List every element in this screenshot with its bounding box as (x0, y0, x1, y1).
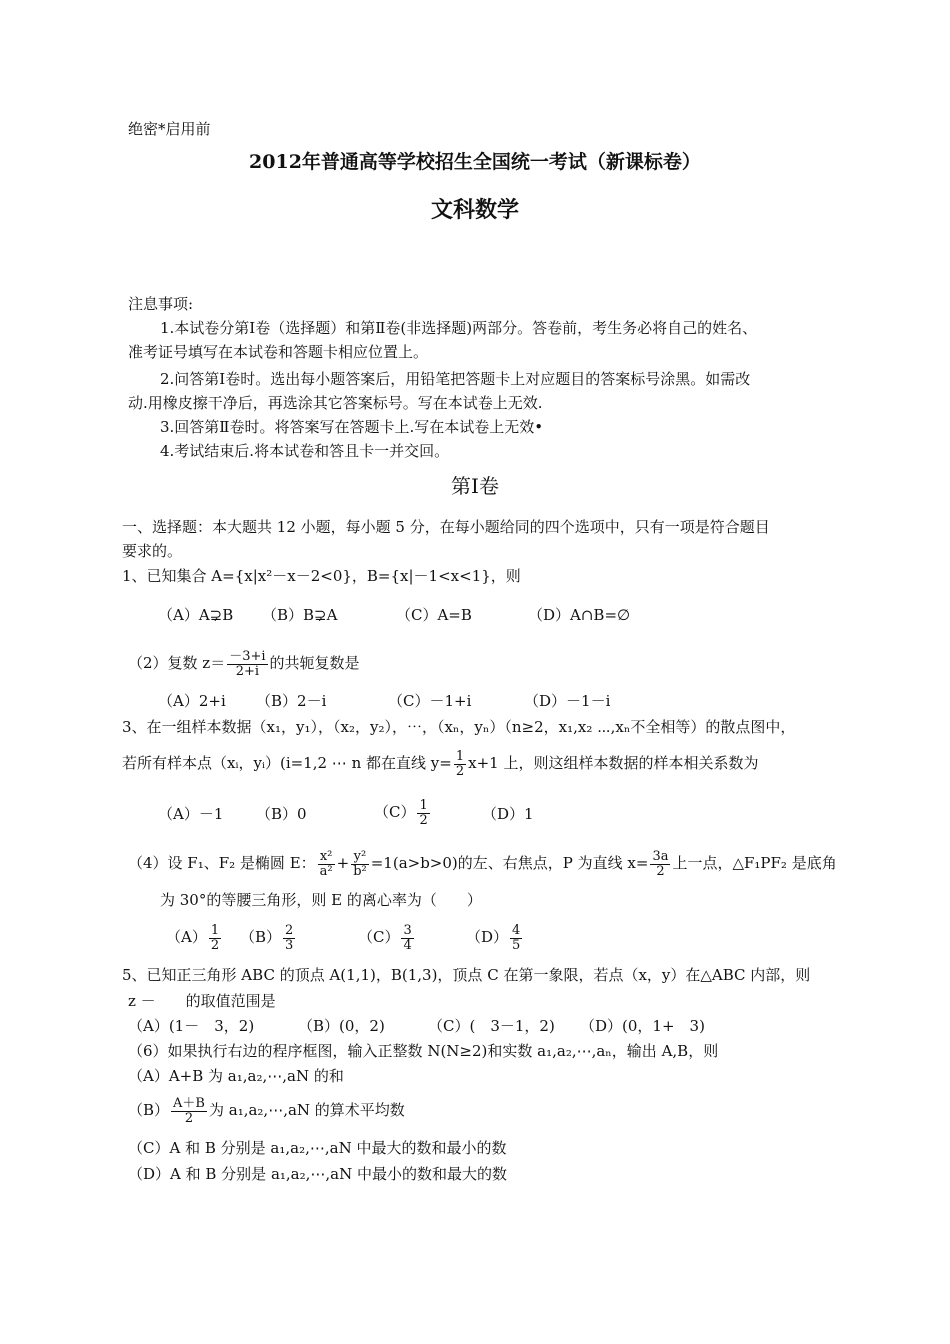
q1-option-c: （C）A=B (396, 606, 472, 624)
q6-b-text: 为 a₁,a₂,⋯,aN 的算术平均数 (208, 1101, 405, 1119)
notice-item-3: 3.回答第Ⅱ卷时。将答案写在答题卡上.写在本试卷上无效• (160, 418, 544, 436)
q4-d-numerator: 4 (512, 922, 521, 938)
notice-item-2b: 动.用橡皮擦干净后，再选涂其它答案标号。写在本试卷上无效. (128, 394, 543, 412)
q3-line-2-pre: 若所有样本点（xᵢ，yᵢ）(i=1,2 ⋯ n 都在直线 y= (122, 754, 452, 772)
q3-c-numerator: 1 (419, 797, 428, 813)
q2-stem (128, 646, 360, 680)
q2-option-b: （B）2－i (256, 692, 327, 710)
q4-y-numerator: y² (351, 850, 369, 865)
q6-b-label: （B） (128, 1101, 170, 1119)
q3-option-d: （D）1 (482, 805, 534, 823)
q4-c-denominator: 4 (403, 937, 412, 953)
q2-option-d: （D）－1－i (524, 692, 611, 710)
q4-option-c (358, 920, 416, 954)
q6-b-numerator: A＋B (173, 1095, 205, 1111)
q1-option-b: （B）B⊋A (262, 606, 338, 624)
q6-option-c: （C）A 和 B 分别是 a₁,a₂,⋯,aN 中最大的数和最小的数 (128, 1139, 507, 1157)
q5-line-2: z － 的取值范围是 (128, 992, 276, 1010)
q3-option-c-label: （C） (374, 803, 416, 821)
q2-option-a: （A）2+i (158, 692, 226, 710)
q4-pre: （4）设 F₁、F₂ 是椭圆 E： (128, 854, 316, 872)
q4-b-denominator: 3 (285, 937, 294, 953)
q4-line-numerator: 3a (652, 848, 669, 864)
q4-a-fraction (209, 924, 221, 953)
q4-stem (128, 846, 837, 880)
q3-line-2-post: x+1 上，则这组样本数据的样本相关系数为 (468, 754, 759, 772)
q4-a-numerator: 1 (210, 922, 220, 938)
part-title: 第Ⅰ卷 (451, 474, 499, 498)
q4-y-denominator: b² (353, 863, 367, 879)
q4-d-label: （D） (466, 928, 509, 946)
q4-x-numerator: x² (318, 850, 335, 865)
notice-item-1b: 准考证号填写在本试卷和答题卡相应位置上。 (128, 343, 429, 361)
q2-suffix: 的共轭复数是 (269, 654, 360, 672)
q3-slope-fraction (454, 750, 466, 779)
q1-option-d: （D）A∩B=∅ (528, 606, 631, 624)
q6-b-fraction (171, 1097, 207, 1126)
q4-c-label: （C） (358, 928, 400, 946)
q4-a-label: （A） (166, 928, 207, 946)
q4-x-denominator: a² (319, 863, 333, 879)
q4-a-denominator: 2 (210, 937, 220, 953)
notice-item-2a: 2.问答第Ⅰ卷时。选出每小题答案后，用铅笔把答题卡上对应题目的答案标号涂黑。如需改 (160, 370, 751, 388)
q4-b-fraction (283, 924, 295, 953)
q4-plus: + (336, 854, 350, 872)
q5-option-a: （A）(1－ 3，2) (128, 1017, 255, 1035)
q4-x-fraction (318, 850, 335, 879)
secret-label: 绝密*启用前 (128, 120, 211, 138)
q4-b-label: （B） (240, 928, 282, 946)
q4-line-fraction (650, 850, 670, 879)
q1-option-a: （A）A⊋B (158, 606, 234, 624)
q4-option-b (240, 920, 297, 954)
q5-option-d: （D）(0，1+ 3) (580, 1017, 705, 1035)
q4-option-d (466, 920, 524, 954)
q2-denominator: 2+i (235, 663, 260, 679)
q4-d-fraction (510, 924, 522, 953)
section-intro-1: 一、选择题：本大题共 12 小题，每小题 5 分，在每小题给同的四个选项中，只有一项是符合题目 (122, 518, 770, 536)
q4-b-numerator: 2 (285, 922, 294, 938)
q6-option-b (128, 1091, 405, 1129)
q3-option-b: （B）0 (256, 805, 307, 823)
q4-line-2: 为 30°的等腰三角形，则 E 的离心率为（ ） (160, 891, 482, 909)
q6-stem: （6）如果执行右边的程序框图，输入正整数 N(N≥2)和实数 a₁,a₂,⋯,aₙ，输出 A,B，则 (128, 1042, 719, 1060)
notice-item-1a: 1.本试卷分第Ⅰ卷（选择题）和第Ⅱ卷(非选择题)两部分。答卷前，考生务必将自己的姓名、 (160, 319, 758, 337)
q3-c-denominator: 2 (419, 812, 428, 828)
q3-slope-denominator: 2 (455, 763, 465, 779)
q3-line-1: 3、在一组样本数据（x₁，y₁），（x₂，y₂），⋯，（xₙ，yₙ）（n≥2，x₁,x₂ ⋯,xₙ不全相等）的散点图中， (122, 718, 796, 736)
q4-d-denominator: 5 (512, 937, 521, 953)
q4-c-numerator: 3 (403, 922, 412, 938)
q2-option-c: （C）－1+i (388, 692, 472, 710)
q2-prefix: （2）复数 z＝ (128, 654, 226, 672)
q3-option-a: （A）－1 (158, 805, 224, 823)
exam-title: 2012年普通高等学校招生全国统一考试（新课标卷） (249, 151, 701, 173)
notice-heading: 注息事项: (128, 295, 194, 313)
q4-post: 上一点，△F₁PF₂ 是底角 (672, 854, 837, 872)
q6-option-a: （A）A+B 为 a₁,a₂,⋯,aN 的和 (128, 1067, 344, 1085)
q5-line-1: 5、已知正三角形 ABC 的顶点 A(1,1)，B(1,3)，顶点 C 在第一象限，若点（x，y）在△ABC 内部，则 (122, 966, 811, 984)
notice-item-4: 4.考试结束后.将本试卷和答且卡一并交回。 (160, 442, 450, 460)
q1-stem: 1、已知集合 A={x|x²－x－2<0}，B={x|－1<x<1}，则 (122, 567, 521, 585)
q4-c-fraction (401, 924, 413, 953)
q3-option-c (374, 795, 432, 829)
exam-subject: 文科数学 (430, 197, 519, 223)
q4-y-fraction (351, 850, 369, 879)
q4-line-denominator: 2 (656, 863, 665, 879)
q4-mid: =1(a>b>0)的左、右焦点，P 为直线 x= (370, 854, 649, 872)
q2-numerator: －3+i (229, 648, 266, 664)
q4-option-a (166, 920, 223, 954)
q2-fraction (227, 650, 267, 679)
q6-option-d: （D）A 和 B 分别是 a₁,a₂,⋯,aN 中最小的数和最大的数 (128, 1165, 508, 1183)
q3-slope-numerator: 1 (455, 748, 465, 764)
q3-option-c-fraction (417, 799, 429, 828)
q5-option-c: （C）( 3－1，2) (428, 1017, 555, 1035)
section-intro-2: 要求的。 (122, 542, 183, 560)
q3-line-2 (122, 746, 758, 780)
q6-b-denominator: 2 (184, 1110, 194, 1126)
q5-option-b: （B）(0，2) (298, 1017, 385, 1035)
